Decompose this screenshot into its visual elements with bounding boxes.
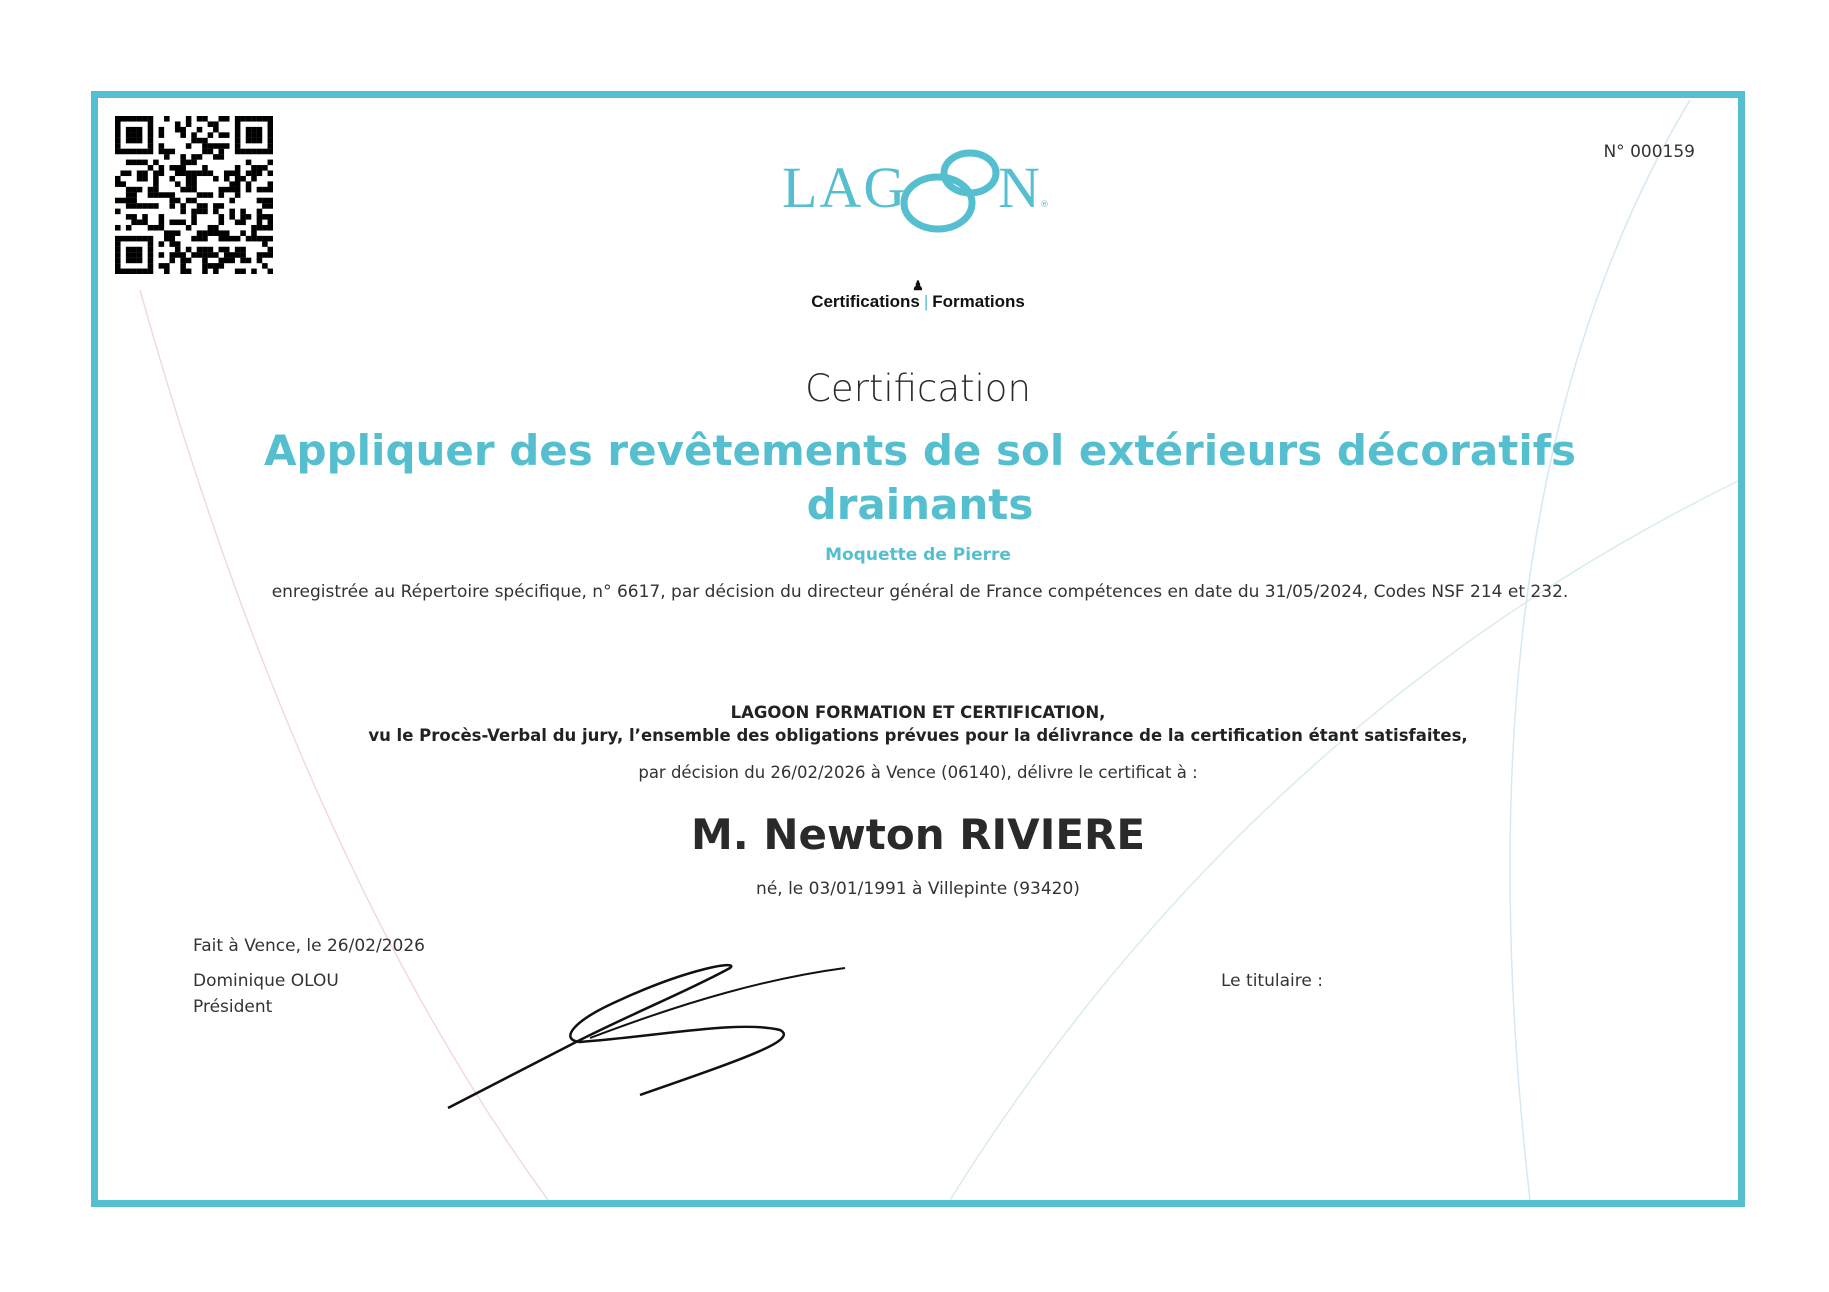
certification-title: Appliquer des revêtements de sol extérieurs décoratifs drainants	[264, 426, 1576, 529]
tagline-certifications: Certifications	[811, 292, 920, 311]
certification-subtitle: Moquette de Pierre	[825, 545, 1011, 565]
graduate-icon: ♟	[912, 278, 924, 293]
issuer-statement: vu le Procès-Verbal du jury, l’ensemble des obligations prévues pour la délivrance de la certification étant satisfaites,	[368, 726, 1468, 745]
certificate-border	[91, 91, 1745, 1207]
issuer-name: LAGOON FORMATION ET CERTIFICATION,	[730, 703, 1106, 722]
place-date: Fait à Vence, le 26/02/2026	[193, 936, 425, 956]
recipient-birth: né, le 03/01/1991 à Villepinte (93420)	[756, 879, 1080, 899]
tagline-formations: Formations	[932, 292, 1025, 311]
signatory-name: Dominique OLOU	[193, 971, 339, 991]
lagoon-logo	[770, 135, 1070, 245]
signature	[440, 960, 860, 1120]
certificate-number: N° 000159	[1603, 142, 1695, 162]
signatory-role: Président	[193, 997, 273, 1017]
registration-text: enregistrée au Répertoire spécifique, n° 6617, par décision du directeur général de France compétences en date du 31/05/2024, Codes NSF 214 et 232.	[271, 582, 1569, 602]
registered-mark: ®	[1040, 200, 1049, 210]
svg-text:N: N	[998, 155, 1040, 220]
certification-heading: Certification	[805, 367, 1031, 410]
tagline-separator: |	[923, 292, 929, 311]
holder-label: Le titulaire :	[1221, 971, 1323, 991]
recipient-name: M. Newton RIVIERE	[690, 810, 1146, 859]
qr-code	[115, 116, 273, 274]
decision-text: par décision du 26/02/2026 à Vence (06140), délivre le certificat à :	[638, 763, 1198, 782]
svg-text:LAG: LAG	[782, 155, 908, 220]
tagline	[91, 280, 1745, 312]
